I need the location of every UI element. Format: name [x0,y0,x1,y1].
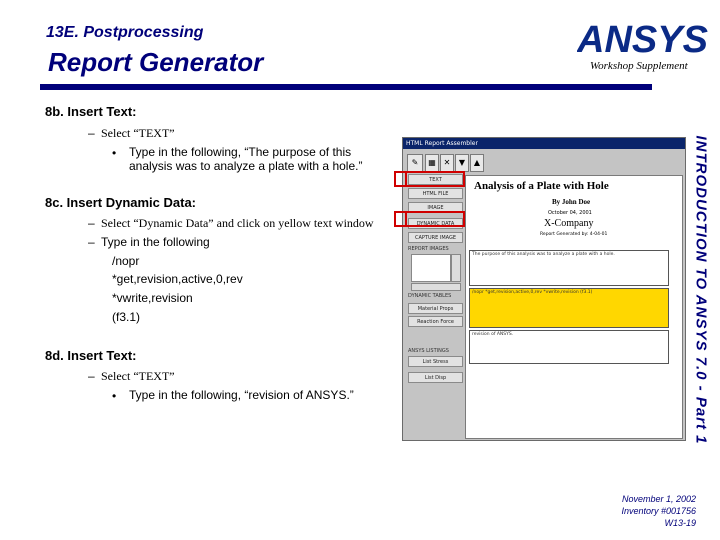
header-rule [40,84,652,90]
step-8d-heading: 8d. Insert Text: [45,348,137,363]
ansys-listings-label: ANSYS LISTINGS [408,348,449,354]
code-line: /nopr [112,254,140,268]
bullet: • [112,146,117,160]
delete-icon[interactable]: ✕ [440,154,454,172]
footer-page: W13-19 [664,518,696,528]
side-banner [690,95,712,485]
text-button[interactable]: TEXT [408,174,463,185]
step-8d-sub: Type in the following, “revision of ANSYS.” [129,388,354,402]
image-slider[interactable] [411,283,461,291]
footer-date: November 1, 2002 [621,494,696,504]
step-8b-item: Select “TEXT” [101,126,175,140]
step-8c-item: Type in the following [101,235,210,249]
report-date: October 04, 2001 [548,210,592,216]
dynamic-tables-label: DYNAMIC TABLES [408,293,452,299]
dash: – [88,369,95,383]
side-banner-text: INTRODUCTION TO ANSYS 7.0 - Part 1 [692,135,710,445]
step-8d-item: Select “TEXT” [101,369,175,383]
report-company: X-Company [544,218,594,229]
dash: – [88,216,95,230]
page-title: Report Generator [48,47,264,77]
list-stress-button[interactable]: List Stress [408,356,463,367]
report-subline: Report Generated by: 4-04-01 [540,232,608,237]
ansys-logo [577,18,712,58]
report-images-label: REPORT IMAGES [408,246,449,252]
workshop-supplement: Workshop Supplement [590,60,688,72]
footer [621,493,696,529]
step-8b-heading: 8b. Insert Text: [45,104,137,119]
new-icon[interactable]: ▦ [425,154,439,172]
report-title: Analysis of a Plate with Hole [474,180,609,192]
code-line: *get,revision,active,0,rev [112,272,243,286]
reaction-force-button[interactable]: Reaction Force [408,316,463,327]
material-props-button[interactable]: Material Props [408,303,463,314]
dash: – [88,235,95,249]
image-thumbnail [411,254,451,282]
highlight-dynamic-button [405,211,465,227]
bullet: • [112,389,117,403]
dynamic-data-button[interactable]: DYNAMIC DATA [408,218,463,229]
step-8c-heading: 8c. Insert Dynamic Data: [45,195,197,210]
text-block[interactable]: The purpose of this analysis was to analyze a plate with a hole. [469,250,669,286]
toolbar-icon[interactable]: ✎ [407,154,423,172]
step-8b-sub: Type in the following, “The purpose of this analysis was to analyze a plate with a hole.” [129,145,363,173]
list-disp-button[interactable]: List Disp [408,372,463,383]
report-author: By John Doe [552,198,591,206]
report-preview [465,175,683,439]
step-8c-item: Select “Dynamic Data” and click on yellow text window [101,216,374,230]
footer-inventory: Inventory #001756 [621,506,696,516]
dash: – [88,126,95,140]
highlight-text-button [405,171,465,187]
image-button[interactable]: IMAGE [408,202,463,213]
section-label: 13E. Postprocessing [46,24,204,41]
text-block[interactable]: revision of ANSYS. [469,330,669,364]
dynamic-data-block[interactable]: /nopr *get,revision,active,0,rev *vwrite,revision (f3.1) [469,288,669,328]
html-file-button[interactable]: HTML FILE [408,188,463,199]
code-line: (f3.1) [112,310,141,324]
move-up-icon[interactable]: ▲ [470,154,484,172]
move-down-icon[interactable]: ▼ [455,154,469,172]
scrollbar[interactable] [451,254,461,282]
logo-text: ANSYS [577,19,708,58]
code-line: *vwrite,revision [112,291,193,305]
capture-image-button[interactable]: CAPTURE IMAGE [408,232,463,243]
window-title: HTML Report Assembler [403,138,685,149]
